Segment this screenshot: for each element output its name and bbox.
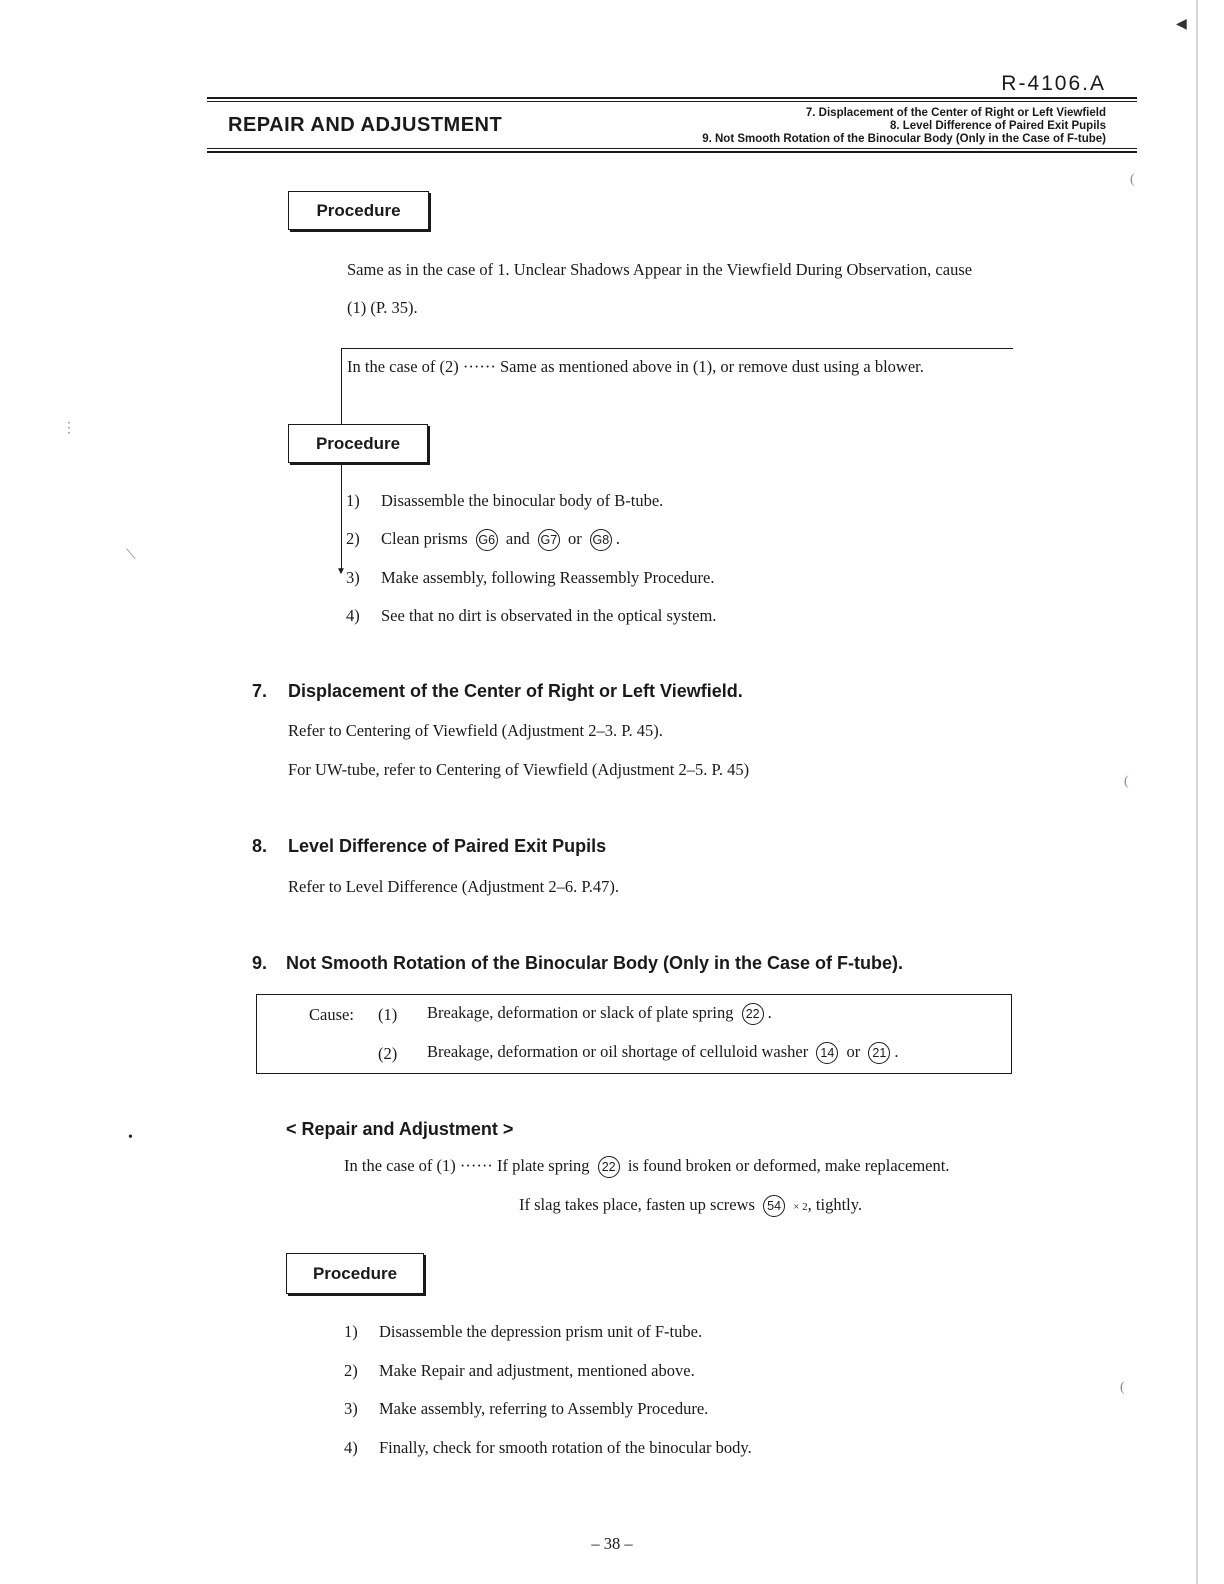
- section-heading: 8. Level Difference of Paired Exit Pupils: [252, 836, 607, 856]
- part-number-badge: G8: [590, 529, 612, 551]
- header-top-rule-thin: [207, 101, 1137, 102]
- scan-edge-line: [1196, 0, 1198, 1584]
- scan-mark: ⋮: [62, 421, 76, 436]
- header-topic-9: 9. Not Smooth Rotation of the Binocular Body (Only in the Case of F-tube): [702, 133, 1106, 145]
- part-number-badge: 14: [816, 1042, 838, 1064]
- case-rule: [341, 348, 1013, 349]
- steps-connector-line: [341, 463, 342, 573]
- scan-mark: •: [128, 1130, 133, 1145]
- part-number-badge: G6: [476, 529, 498, 551]
- scan-mark: ◀: [1176, 17, 1187, 32]
- header-section-title: REPAIR AND ADJUSTMENT: [228, 114, 503, 136]
- list-item: 4) See that no dirt is observated in the optical system.: [346, 606, 717, 625]
- header-topic-list: [702, 107, 1106, 146]
- part-number-badge: 22: [598, 1156, 620, 1178]
- header-bottom-rule: [207, 151, 1137, 153]
- scan-mark: (: [1120, 1380, 1125, 1395]
- case-text: In the case of (2) ······ Same as mentioned above in (1), or remove dust using a blower.: [347, 357, 924, 376]
- section-text-line: Refer to Centering of Viewfield (Adjustment 2–3. P. 45).: [288, 721, 663, 740]
- list-item: 3) Make assembly, referring to Assembly Procedure.: [344, 1399, 709, 1418]
- scan-mark: ⟍: [126, 548, 136, 563]
- scan-mark: (: [1124, 774, 1129, 789]
- list-item: 1) Disassemble the binocular body of B-tube.: [346, 491, 664, 510]
- procedure-text-line: Same as in the case of 1. Unclear Shadows Appear in the Viewfield During Observation, cause: [347, 260, 973, 279]
- cause-number: (1): [378, 1005, 398, 1024]
- list-item: 1) Disassemble the depression prism unit of F-tube.: [344, 1322, 703, 1341]
- header-topic-7: 7. Displacement of the Center of Right or Left Viewfield: [805, 107, 1106, 119]
- cause-text: Breakage, deformation or oil shortage of celluloid washer 14 or 21 .: [427, 1042, 898, 1064]
- case-connector-line: [341, 348, 342, 424]
- list-item: 4) Finally, check for smooth rotation of the binocular body.: [344, 1438, 752, 1457]
- procedure-label-box: Procedure: [288, 424, 428, 463]
- arrow-down-icon: ▼: [336, 566, 346, 577]
- repair-text-line: In the case of (1) ······ If plate spring 22 is found broken or deformed, make replacement.: [344, 1156, 949, 1178]
- procedure-label-box: Procedure: [288, 191, 429, 230]
- cause-text: Breakage, deformation or slack of plate spring 22 .: [427, 1003, 772, 1025]
- list-item: 2) Clean prisms G6 and G7 or G8 .: [346, 529, 946, 553]
- cause-label: Cause:: [309, 1005, 354, 1024]
- document-code: R-4106.A: [1001, 72, 1106, 95]
- header-bottom-rule-thin: [207, 148, 1137, 149]
- header-topic-8: 8. Level Difference of Paired Exit Pupils: [889, 120, 1106, 132]
- page-number: – 38 –: [591, 1534, 633, 1553]
- part-number-badge: 21: [868, 1042, 890, 1064]
- section-heading: 7. Displacement of the Center of Right or Left Viewfield.: [252, 681, 743, 701]
- scan-mark: (: [1130, 172, 1135, 187]
- procedure-label-box: Procedure: [286, 1253, 424, 1294]
- list-item: 3) Make assembly, following Reassembly Procedure.: [346, 568, 715, 587]
- section-text-line: Refer to Level Difference (Adjustment 2–6. P.47).: [288, 877, 619, 896]
- part-number-badge: G7: [538, 529, 560, 551]
- part-number-badge: 22: [742, 1003, 764, 1025]
- header-top-rule: [207, 97, 1137, 99]
- procedure-text-line: (1) (P. 35).: [347, 298, 418, 317]
- repair-text-line: If slag takes place, fasten up screws 54 × 2, tightly.: [519, 1195, 862, 1217]
- cause-number: (2): [378, 1044, 398, 1063]
- list-item: 2) Make Repair and adjustment, mentioned above.: [344, 1361, 695, 1380]
- repair-heading: < Repair and Adjustment >: [286, 1119, 514, 1139]
- part-number-badge: 54: [763, 1195, 785, 1217]
- section-heading: 9. Not Smooth Rotation of the Binocular Body (Only in the Case of F-tube).: [252, 953, 903, 973]
- section-text-line: For UW-tube, refer to Centering of Viewfield (Adjustment 2–5. P. 45): [288, 760, 750, 779]
